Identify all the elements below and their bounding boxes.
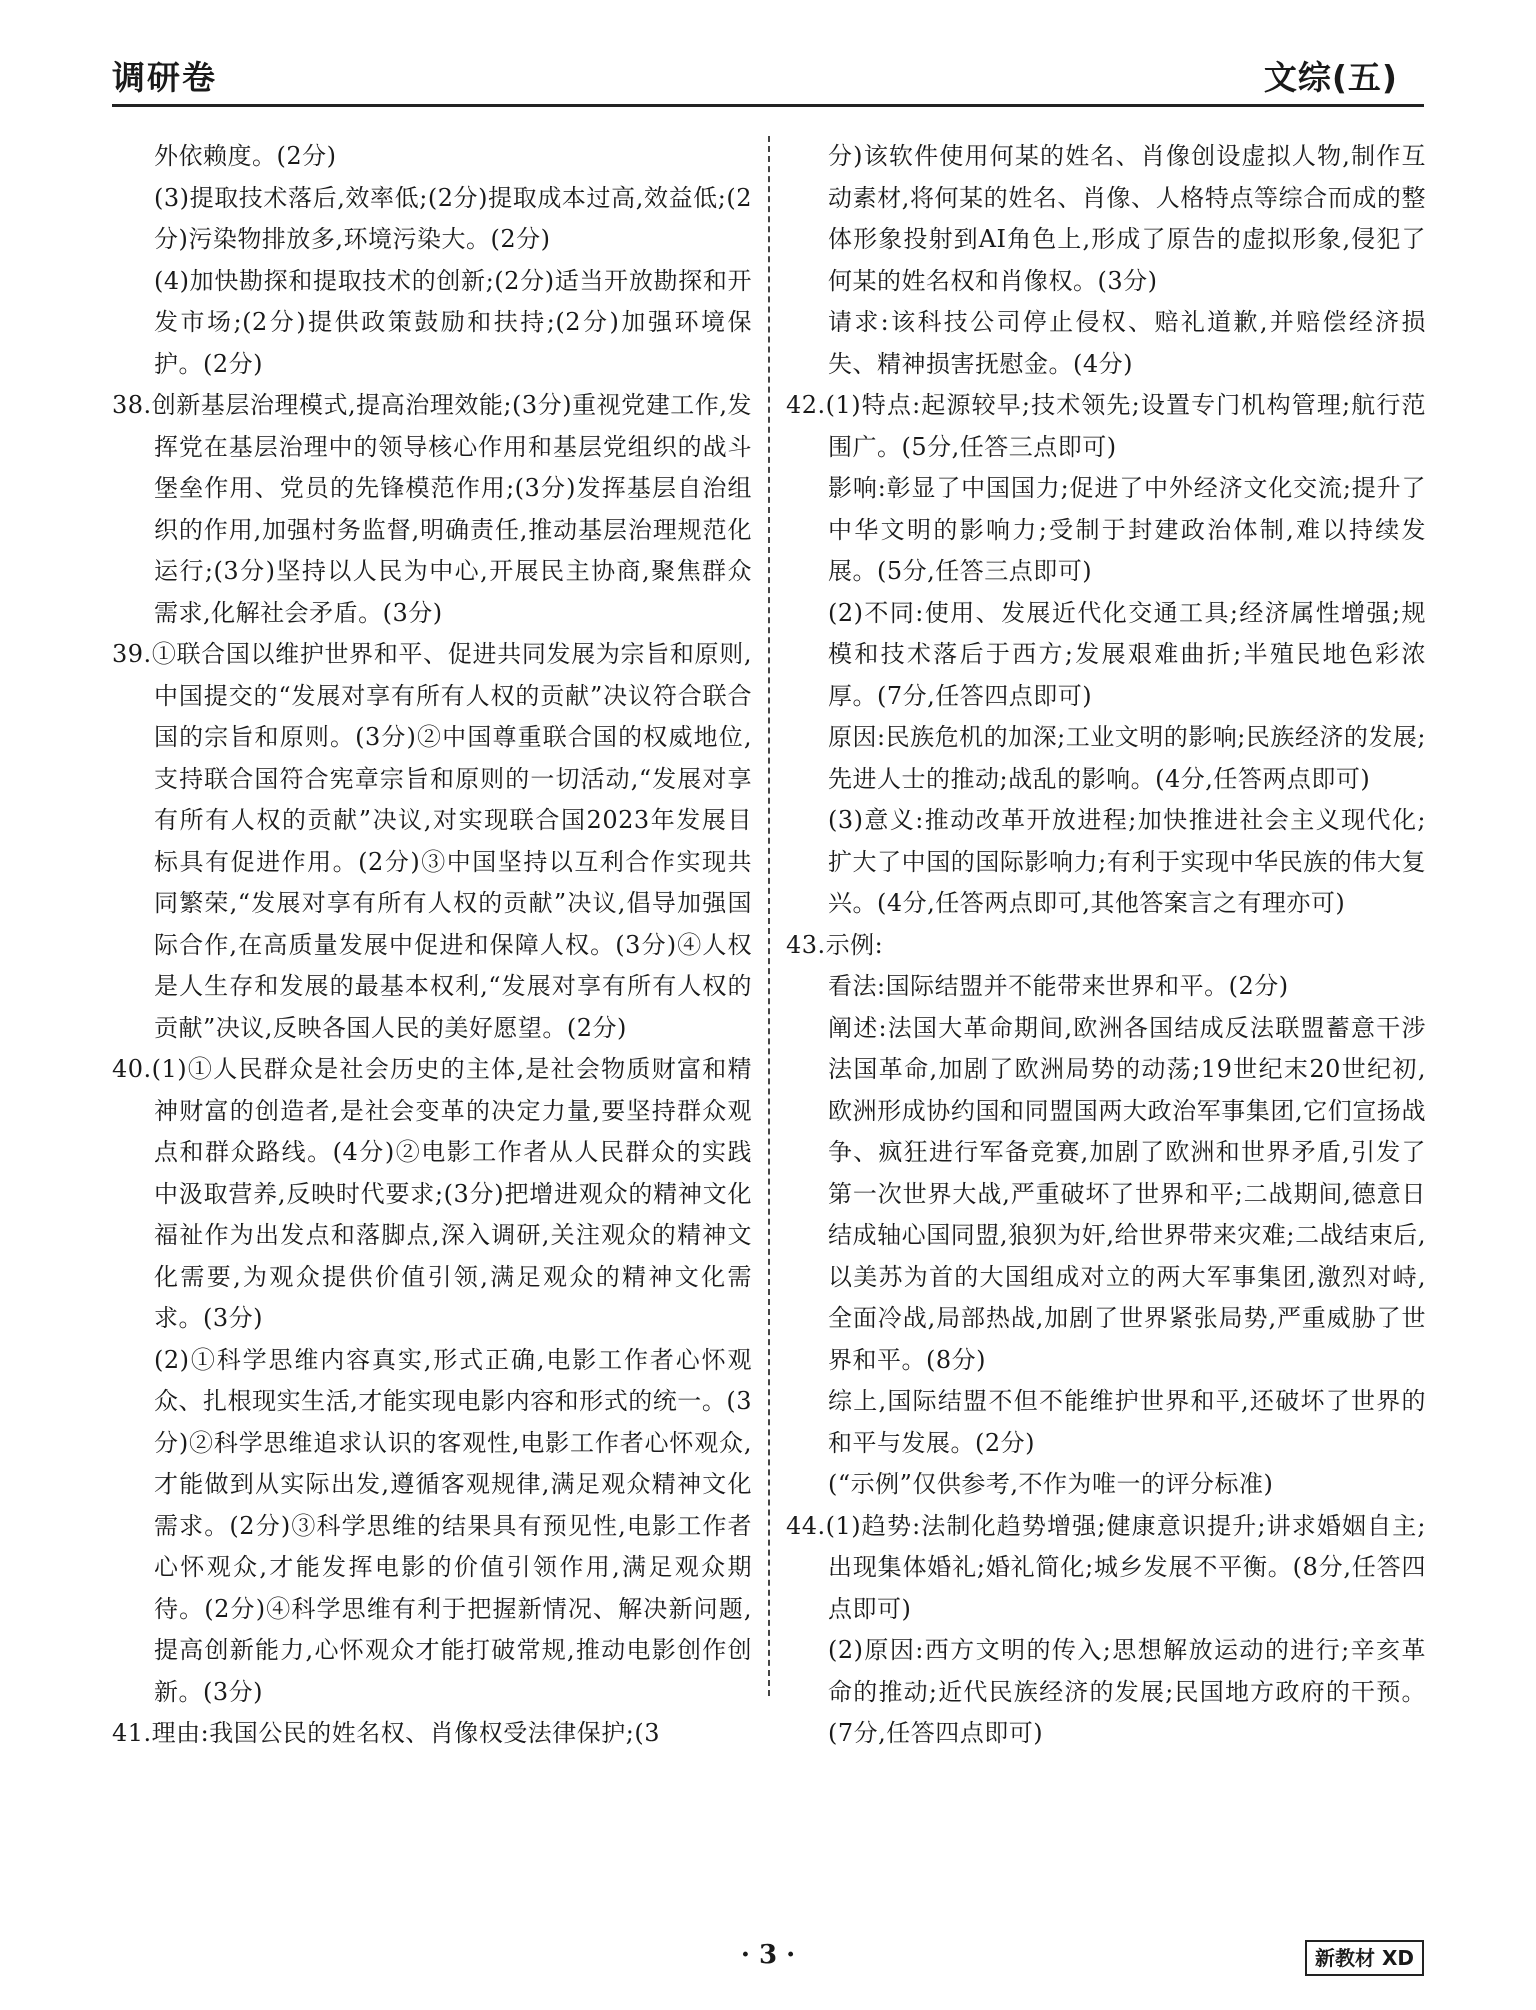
- answer-43-summary: 综上,国际结盟不但不能维护世界和平,还破坏了世界的和平与发展。(2分): [828, 1387, 1426, 1457]
- edition-badge: 新教材 XD: [1305, 1940, 1424, 1976]
- answer-43-explain: 阐述:法国大革命期间,欧洲各国结成反法联盟蓄意干涉法国革命,加剧了欧洲局势的动荡;19世纪末20世纪初,欧洲形成协约国和同盟国两大政治军事集团,它们宣扬战争、疯狂进行军备竞赛,加剧了欧洲和世界矛盾,引发了第一次世界大战,严重破坏了世界和平;二战期间,德意日结成轴心国同盟,狼狈为奸,给世界带来灾难;二战结束后,以美苏为首的大国组成对立的两大军事集团,激烈对峙,全面冷战,局部热战,加剧了世界紧张局势,严重威胁了世界和平。(8分): [828, 1013, 1426, 1374]
- answer-42-impact: 影响:彰显了中国国力;促进了中外经济文化交流;提升了中华文明的影响力;受制于封建政治体制,难以持续发展。(5分,任答三点即可): [828, 474, 1426, 585]
- answer-43: 43.示例:: [786, 930, 884, 959]
- answer-42-3: (3)意义:推动改革开放进程;加快推进社会主义现代化;扩大了中国的国际影响力;有利于实现中华民族的伟大复兴。(4分,任答两点即可,其他答案言之有理亦可): [828, 806, 1426, 917]
- answer-paragraph: (4)加快勘探和提取技术的创新;(2分)适当开放勘探和开发市场;(2分)提供政策鼓励和扶持;(2分)加强环境保护。(2分): [154, 266, 752, 378]
- answer-43-note: (“示例”仅供参考,不作为唯一的评分标准): [828, 1470, 1274, 1498]
- answer-43-view: 看法:国际结盟并不能带来世界和平。(2分): [828, 972, 1289, 1000]
- right-column: [786, 136, 1426, 1755]
- answer-41-start: 41.理由:我国公民的姓名权、肖像权受法律保护;(3: [112, 1719, 660, 1747]
- header-rule: [112, 104, 1424, 107]
- answer-paragraph: (3)提取技术落后,效率低;(2分)提取成本过高,效益低;(2分)污染物排放多,环境污染大。(2分): [154, 183, 752, 253]
- column-divider: [768, 136, 770, 1696]
- answer-41-cont: 分)该软件使用何某的姓名、肖像创设虚拟人物,制作互动素材,将何某的姓名、肖像、人格特点等综合而成的整体形象投射到AI角色上,形成了原告的虚拟形象,侵犯了何某的姓名权和肖像权。(3分): [828, 142, 1426, 295]
- subject-title: 文综(五): [1263, 58, 1398, 97]
- answer-42-1: 42.(1)特点:起源较早;技术领先;设置专门机构管理;航行范围广。(5分,任答三点即可): [786, 391, 1426, 461]
- left-column: [112, 136, 752, 1755]
- answer-44-1: 44.(1)趋势:法制化趋势增强;健康意识提升;讲求婚姻自主;出现集体婚礼;婚礼简化;城乡发展不平衡。(8分,任答四点即可): [786, 1511, 1426, 1623]
- answer-44-2: (2)原因:西方文明的传入;思想解放运动的进行;辛亥革命的推动;近代民族经济的发展;民国地方政府的干预。(7分,任答四点即可): [828, 1636, 1426, 1747]
- page-number: · 3 ·: [740, 1940, 796, 1970]
- answer-39: 39.①联合国以维护世界和平、促进共同发展为宗旨和原则,中国提交的“发展对享有所有人权的贡献”决议符合联合国的宗旨和原则。(3分)②中国尊重联合国的权威地位,支持联合国符合宪章宗旨和原则的一切活动,“发展对享有所有人权的贡献”决议,对实现联合国2023年发展目标具有促进作用。(2分)③中国坚持以互利合作实现共同繁荣,“发展对享有所有人权的贡献”决议,倡导加强国际合作,在高质量发展中促进和保障人权。(3分)④人权是人生存和发展的最基本权利,“发展对享有所有人权的贡献”决议,反映各国人民的美好愿望。(2分): [112, 640, 752, 1042]
- answer-42-2: (2)不同:使用、发展近代化交通工具;经济属性增强;规模和技术落后于西方;发展艰难曲折;半殖民地色彩浓厚。(7分,任答四点即可): [828, 598, 1426, 710]
- header-title: 调研卷: [112, 58, 217, 97]
- answer-41-request: 请求:该科技公司停止侵权、赔礼道歉,并赔偿经济损失、精神损害抚慰金。(4分): [828, 308, 1426, 378]
- answer-paragraph: 外依赖度。(2分): [154, 142, 337, 170]
- answer-38: 38.创新基层治理模式,提高治理效能;(3分)重视党建工作,发挥党在基层治理中的领导核心作用和基层党组织的战斗堡垒作用、党员的先锋模范作用;(3分)发挥基层自治组织的作用,加强村务监督,明确责任,推动基层治理规范化运行;(3分)坚持以人民为中心,开展民主协商,聚焦群众需求,化解社会矛盾。(3分): [112, 391, 752, 627]
- answer-40-2: (2)①科学思维内容真实,形式正确,电影工作者心怀观众、扎根现实生活,才能实现电影内容和形式的统一。(3分)②科学思维追求认识的客观性,电影工作者心怀观众,才能做到从实际出发,遵循客观规律,满足观众精神文化需求。(2分)③科学思维的结果具有预见性,电影工作者心怀观众,才能发挥电影的价值引领作用,满足观众期待。(2分)④科学思维有利于把握新情况、解决新问题,提高创新能力,心怀观众才能打破常规,推动电影创作创新。(3分): [154, 1345, 752, 1706]
- answer-42-reason: 原因:民族危机的加深;工业文明的影响;民族经济的发展;先进人士的推动;战乱的影响。(4分,任答两点即可): [828, 723, 1426, 793]
- answer-40-1: 40.(1)①人民群众是社会历史的主体,是社会物质财富和精神财富的创造者,是社会变革的决定力量,要坚持群众观点和群众路线。(4分)②电影工作者从人民群众的实践中汲取营养,反映时代要求;(3分)把增进观众的精神文化福祉作为出发点和落脚点,深入调研,关注观众的精神文化需要,为观众提供价值引领,满足观众的精神文化需求。(3分): [112, 1055, 752, 1332]
